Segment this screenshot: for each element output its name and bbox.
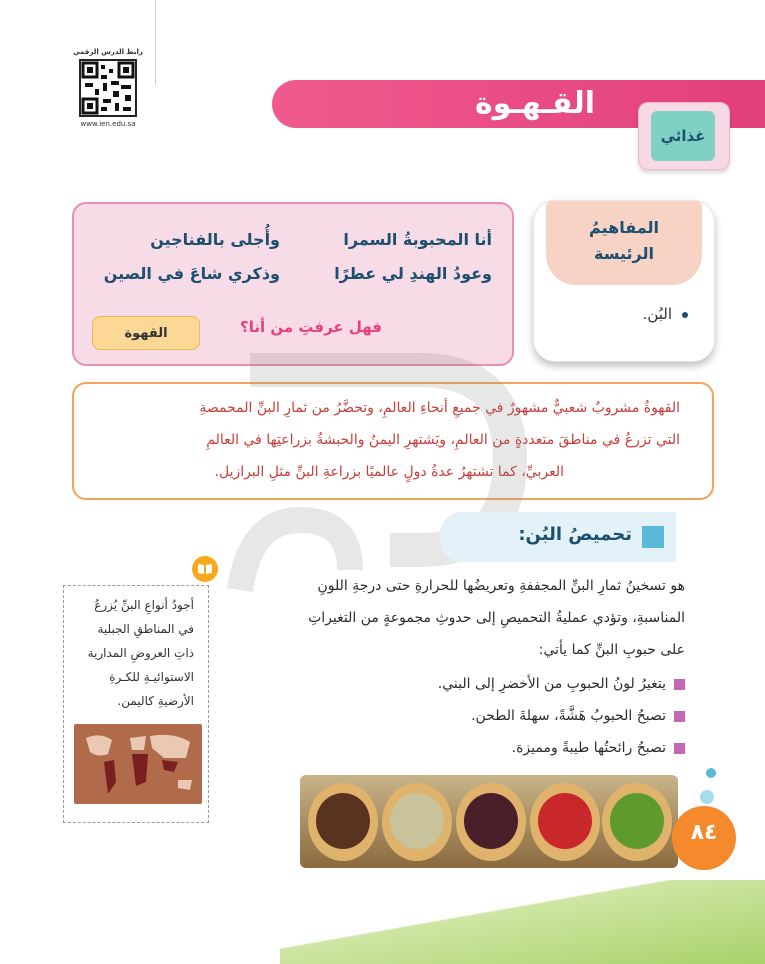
section-header (440, 512, 676, 562)
key-concepts-title-1: المفاهيمُ (589, 218, 659, 237)
key-concepts-title-2: الرئيسة (594, 244, 654, 263)
page-number: ٨٤ (690, 820, 718, 845)
section-body-line-2: المناسبةِ، وتؤدي عمليةُ التحميصِ إلى حدوثِ مجموعةٍ من التغيراتِ (308, 610, 685, 626)
header-divider (155, 0, 156, 85)
list-bullet-icon (674, 679, 685, 690)
flower-icon (700, 790, 714, 804)
qr-block[interactable] (70, 48, 146, 128)
section-body-line-3: على حبوبِ البنِّ كما يأتي: (538, 642, 685, 658)
side-note-line-4: الاستوائيـةِ للكـرةِ (109, 670, 194, 684)
riddle-answer: القهوة (124, 325, 168, 341)
section-body-line-1: هو تسخينُ ثمارِ البنِّ المجففةِ وتعريضُها للحرارةِ حتى درجةِ اللونِ (317, 578, 685, 594)
footer-decoration (280, 880, 765, 964)
riddle-question: فهل عرفتِ من أنا؟ (240, 318, 382, 336)
qr-title: رابط الدرس الرقمي (73, 48, 143, 56)
key-concepts-card (533, 200, 715, 362)
key-concepts-header (546, 201, 702, 285)
list-item: تصبحُ رائحتُها طيبةً ومميزة. (512, 740, 685, 756)
qr-url[interactable]: www.ien.edu.sa (80, 120, 136, 128)
intro-line-3: العربيِّ، كما تشتهرُ عدةُ دولٍ عالميًا بزراعةِ البنِّ مثلِ البرازيل. (214, 464, 564, 480)
side-note-line-5: الأرضيةِ كاليمن. (117, 694, 194, 708)
list-bullet-icon (674, 743, 685, 754)
coffee-beans-photo (300, 775, 678, 868)
intro-line-2: التي تزرعُ في مناطقَ متعددةٍ من العالمِ، ويَشتهرِ اليمنُ والحبشةُ بزراعتِها في العالمِ (206, 432, 680, 448)
riddle-line-1b: وأُجلى بالفناجين (150, 230, 280, 249)
riddle-answer-box (92, 316, 200, 350)
world-map-image (74, 724, 202, 804)
list-item: يتغيرُ لونُ الحبوبِ من الأخضرِ إلى البني. (438, 676, 685, 692)
unit-tag-label: غذائي (660, 127, 706, 145)
bullet-icon (682, 312, 688, 318)
riddle-line-2b: وذكري شاعَ في الصين (103, 264, 280, 283)
section-title: تحميصُ البُن: (518, 524, 632, 545)
riddle-line-2a: وعودُ الهندِ لي عطرًا (334, 264, 492, 283)
side-note-line-1: أجودُ أنواعِ البنِّ يُزرعُ (94, 598, 194, 612)
qr-code-icon[interactable] (79, 59, 137, 117)
list-bullet-icon (674, 711, 685, 722)
side-note (63, 585, 209, 823)
unit-tag (638, 102, 730, 170)
intro-line-1: القهوةُ مشروبٌ شعبيٌّ مشهورٌ في جميعِ أنحاءِ العالمِ، وتحضَّرُ من ثمارِ البنِّ المحمصةِ (199, 400, 680, 416)
key-concept-item: البُن. (643, 305, 688, 323)
side-note-line-2: في المناطقِ الجبلية (97, 622, 194, 636)
list-item: تصبحُ الحبوبُ هَشَّةً، سهلةَ الطحن. (471, 708, 685, 724)
page-title: القـهـوة (475, 86, 595, 121)
flower-icon (706, 768, 716, 778)
side-note-line-3: ذاتِ العروضِ المدارية (87, 646, 194, 660)
riddle-line-1a: أنا المحبوبةُ السمرا (343, 230, 492, 249)
book-icon (192, 556, 218, 582)
section-marker-icon (642, 526, 664, 548)
